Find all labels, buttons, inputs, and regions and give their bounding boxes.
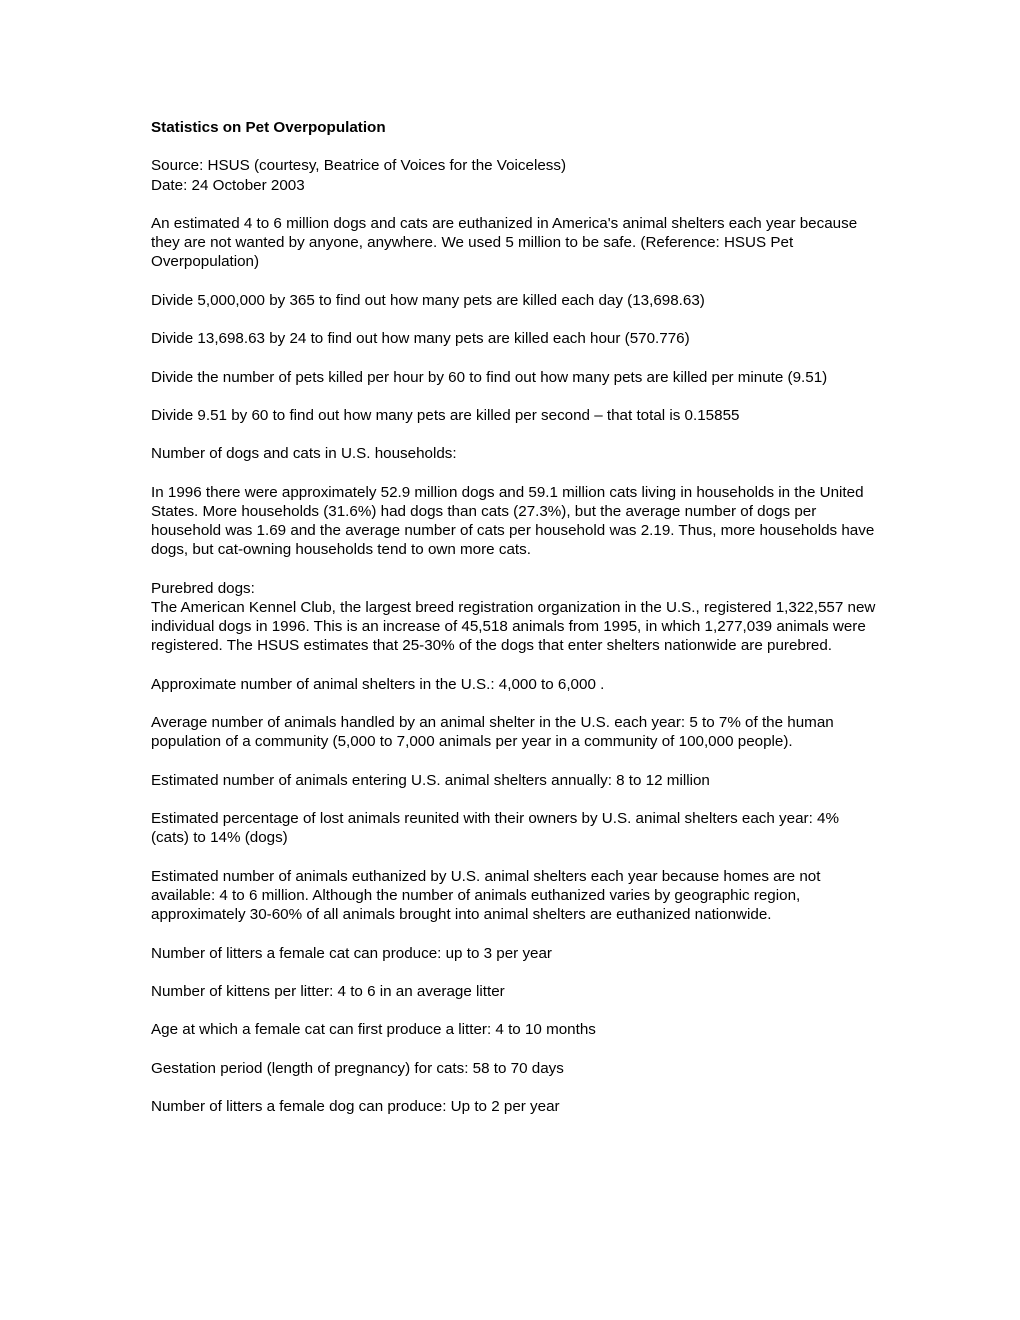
paragraph-shelter-count: Approximate number of animal shelters in the U.S.: 4,000 to 6,000 . xyxy=(151,675,605,693)
paragraph-households-1996: In 1996 there were approximately 52.9 million dogs and 59.1 million cats living in households in the United States. More households (31.6%) had dogs than cats (27.3%), but the average number of dogs per household was 1.69 and the average number of cats per household was 2.19. Thus, more households have dogs, but cat-owning households tend to own more cats. xyxy=(151,483,875,559)
paragraph-animals-handled: Average number of animals handled by an animal shelter in the U.S. each year: 5 to 7% of the human population of a community (5,000 to 7,000 animals per year in a community of 100,000 people). xyxy=(151,714,834,751)
paragraph-per-day: Divide 5,000,000 by 365 to find out how many pets are killed each day (13,698.63) xyxy=(151,291,705,309)
paragraph-animals-entering: Estimated number of animals entering U.S. animal shelters annually: 8 to 12 million xyxy=(151,771,710,789)
source-line: Source: HSUS (courtesy, Beatrice of Voices for the Voiceless) xyxy=(151,157,567,175)
paragraph-per-hour: Divide 13,698.63 by 24 to find out how many pets are killed each hour (570.776) xyxy=(151,330,690,348)
paragraph-euthanized-shelters: Estimated number of animals euthanized by U.S. animal shelters each year because homes are not available: 4 to 6 million. Although the number of animals euthanized varies by geographic region, approximately 30-60% of all animals brought into animal shelters are euthanized nationwide. xyxy=(151,867,821,924)
purebred-text: The American Kennel Club, the largest breed registration organization in the U.S., registered 1,322,557 new individual dogs in 1996. This is an increase of 45,518 animals from 1995, in which 1,277,039 animals were registered. The HSUS estimates that 25-30% of the dogs that enter shelters nationwide are purebred. xyxy=(151,598,876,655)
document-title: Statistics on Pet Overpopulation xyxy=(151,119,386,136)
source-block xyxy=(151,156,876,194)
paragraph-euthanized-estimate: An estimated 4 to 6 million dogs and cats are euthanized in America's animal shelters each year because they are not wanted by anyone, anywhere. We used 5 million to be safe. (Reference: HSUS Pet Overpopulation) xyxy=(151,214,858,271)
purebred-heading: Purebred dogs: xyxy=(151,579,255,597)
purebred-block xyxy=(151,579,876,656)
paragraph-lost-reunited: Estimated percentage of lost animals reunited with their owners by U.S. animal shelters each year: 4% (cats) to 14% (dogs) xyxy=(151,810,839,847)
paragraph-households-heading: Number of dogs and cats in U.S. households: xyxy=(151,445,457,463)
paragraph-per-minute: Divide the number of pets killed per hour by 60 to find out how many pets are killed per minute (9.51) xyxy=(151,368,828,386)
paragraph-cat-litter-age: Age at which a female cat can first produce a litter: 4 to 10 months xyxy=(151,1021,596,1039)
date-line: Date: 24 October 2003 xyxy=(151,176,305,194)
paragraph-per-second: Divide 9.51 by 60 to find out how many pets are killed per second – that total is 0.15855 xyxy=(151,406,740,424)
document-page xyxy=(151,118,876,1135)
paragraph-kittens-per-litter: Number of kittens per litter: 4 to 6 in an average litter xyxy=(151,982,505,1000)
paragraph-dog-litters: Number of litters a female dog can produce: Up to 2 per year xyxy=(151,1098,560,1116)
paragraph-cat-litters: Number of litters a female cat can produce: up to 3 per year xyxy=(151,944,552,962)
paragraph-cat-gestation: Gestation period (length of pregnancy) for cats: 58 to 70 days xyxy=(151,1059,564,1077)
